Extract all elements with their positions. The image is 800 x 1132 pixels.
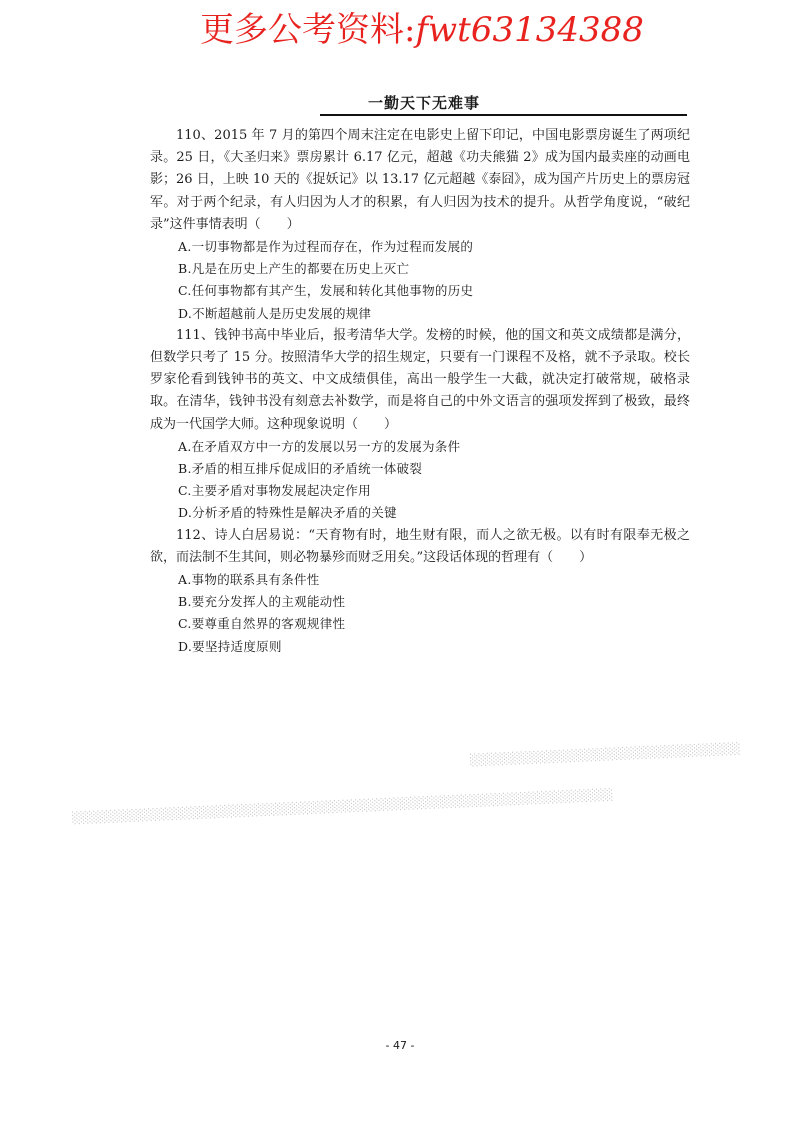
option-c: C.任何事物都有其产生，发展和转化其他事物的历史 xyxy=(178,283,474,299)
bleed-through-text: ░░░░░░░░░░░░░░░░░░░░░░░░░░░░░░░░ xyxy=(469,742,741,767)
option-a: A.在矛盾双方中一方的发展以另一方的发展为条件 xyxy=(178,438,461,454)
option-d: D.要坚持适度原则 xyxy=(178,638,282,654)
bleed-through-text: ░░░░░░░░░░░░░░░░░░░░░░░░░░░░░░░░░░░░░░░░░░░░░░░░░░░░░░░░░░░░░░░░ xyxy=(71,788,614,825)
watermark-code: fwt63134388 xyxy=(415,10,644,50)
option-b: B.要充分发挥人的主观能动性 xyxy=(178,594,346,610)
question-stem: 112、诗人白居易说：“天育物有时，地生财有限，而人之欲无极。以有时有限奉无极之欲，而法制不生其间，则必物暴殄而财乏用矣。”这段话体现的哲理有（ ） xyxy=(150,527,690,565)
option-c: C.主要矛盾对事物发展起决定作用 xyxy=(178,483,371,499)
option-d: D.不断超越前人是历史发展的规律 xyxy=(178,305,372,321)
option-a: A.一切事物都是作为过程而存在，作为过程而发展的 xyxy=(178,239,474,255)
watermark-prefix: 更多公考资料: xyxy=(200,10,416,50)
page-header-title: 一勤天下无难事 xyxy=(368,94,481,112)
question-111 xyxy=(150,325,690,525)
option-a: A.事物的联系具有条件性 xyxy=(178,572,320,588)
question-stem: 111、钱钟书高中毕业后，报考清华大学。发榜的时候，他的国文和英文成绩都是满分，但数学只考了 15 分。按照清华大学的招生规定，只要有一门课程不及格，就不予录取。校长罗家伦看到钱钟书的英文、中文成绩俱佳，高出一般学生一大截，就决定打破常规，破格录取。在清华，钱钟书没有刻意去补数学，而是将自己的中外文语言的强项发挥到了极致，最终成为一代国学大师。这种现象说明（ ） xyxy=(150,327,690,432)
option-c: C.要尊重自然界的客观规律性 xyxy=(178,616,346,632)
question-stem: 110、2015 年 7 月的第四个周末注定在电影史上留下印记，中国电影票房诞生了两项纪录。25 日，《大圣归来》票房累计 6.17 亿元，超越《功夫熊猫 2》成为国内最卖座的动画电影；26 日，上映 10 天的《捉妖记》以 13.17 亿元超越《泰囧》，成为国产片历史上的票房冠军。对于两个纪录，有人归因为人才的积累，有人归因为技术的提升。从哲学角度说，“破纪录”这件事情表明（ ） xyxy=(150,128,690,232)
option-b: B.凡是在历史上产生的都要在历史上灭亡 xyxy=(178,261,410,277)
question-list xyxy=(150,125,690,658)
watermark-banner xyxy=(200,2,644,51)
option-d: D.分析矛盾的特殊性是解决矛盾的关键 xyxy=(178,505,397,521)
question-112 xyxy=(150,525,690,658)
option-b: B.矛盾的相互排斥促成旧的矛盾统一体破裂 xyxy=(178,461,423,477)
page-number: - 47 - xyxy=(385,1039,415,1052)
question-110 xyxy=(150,125,690,325)
header-rule xyxy=(320,114,687,116)
